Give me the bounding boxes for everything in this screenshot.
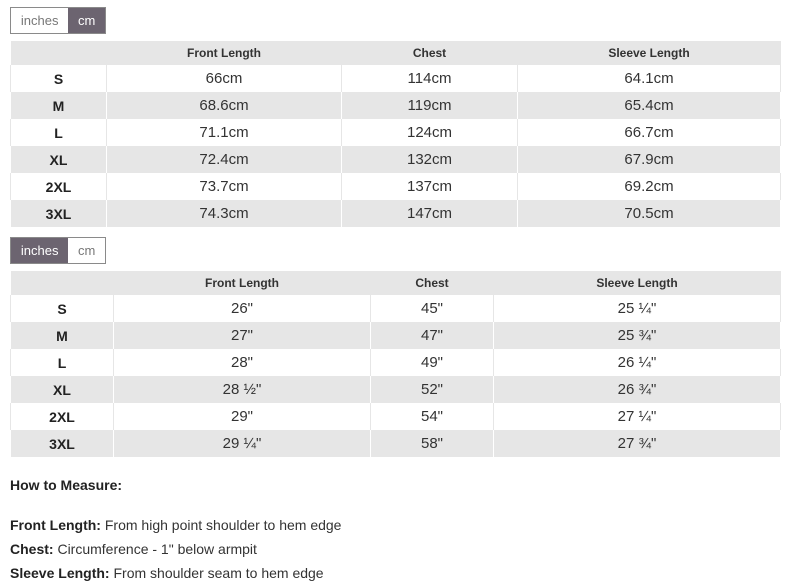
table-row xyxy=(11,376,781,403)
size-label-cell: 2XL xyxy=(11,173,107,200)
measurement-cell: 45" xyxy=(371,295,494,322)
measurement-cell: 25 ¼" xyxy=(494,295,781,322)
unit-toggle-top xyxy=(10,7,106,34)
size-label-cell: M xyxy=(11,322,114,349)
column-header-sleeve-length: Sleeve Length xyxy=(494,271,781,295)
measurement-cell: 68.6cm xyxy=(107,92,342,119)
table-row xyxy=(11,403,781,430)
measurement-cell: 147cm xyxy=(342,200,518,227)
measurement-cell: 27 ¾" xyxy=(494,430,781,457)
measurement-cell: 119cm xyxy=(342,92,518,119)
table-row xyxy=(11,119,781,146)
measurement-cell: 28" xyxy=(114,349,371,376)
measurement-cell: 74.3cm xyxy=(107,200,342,227)
column-header-front-length: Front Length xyxy=(114,271,371,295)
table-header-row xyxy=(11,271,781,295)
column-header-size xyxy=(11,271,114,295)
column-header-chest: Chest xyxy=(342,41,518,65)
measurement-cell: 137cm xyxy=(342,173,518,200)
measurement-cell: 64.1cm xyxy=(518,65,781,92)
size-chart-cm-table xyxy=(10,41,781,227)
measurement-cell: 29 ¼" xyxy=(114,430,371,457)
table-row xyxy=(11,322,781,349)
front-length-instruction xyxy=(10,517,341,533)
measurement-cell: 72.4cm xyxy=(107,146,342,173)
table-row xyxy=(11,349,781,376)
measurement-cell: 26 ¼" xyxy=(494,349,781,376)
unit-toggle-bottom xyxy=(10,237,106,264)
table-row xyxy=(11,65,781,92)
chest-instruction xyxy=(10,541,257,557)
measurement-cell: 26" xyxy=(114,295,371,322)
front-length-text: From high point shoulder to hem edge xyxy=(100,517,342,533)
measurement-cell: 70.5cm xyxy=(518,200,781,227)
table-row xyxy=(11,430,781,457)
size-label-cell: XL xyxy=(11,376,114,403)
measurement-cell: 54" xyxy=(371,403,494,430)
measurement-cell: 66.7cm xyxy=(518,119,781,146)
measurement-cell: 73.7cm xyxy=(107,173,342,200)
sleeve-length-text: From shoulder seam to hem edge xyxy=(109,565,324,581)
column-header-chest: Chest xyxy=(371,271,494,295)
measurement-cell: 49" xyxy=(371,349,494,376)
measurement-cell: 132cm xyxy=(342,146,518,173)
inches-toggle-button[interactable]: inches xyxy=(11,238,68,263)
size-label-cell: 2XL xyxy=(11,403,114,430)
column-header-sleeve-length: Sleeve Length xyxy=(518,41,781,65)
measurement-cell: 69.2cm xyxy=(518,173,781,200)
measurement-cell: 47" xyxy=(371,322,494,349)
sleeve-length-label: Sleeve Length: xyxy=(10,565,110,581)
table-row xyxy=(11,200,781,227)
measurement-cell: 28 ½" xyxy=(114,376,371,403)
measurement-cell: 52" xyxy=(371,376,494,403)
size-label-cell: XL xyxy=(11,146,107,173)
sleeve-length-instruction xyxy=(10,565,324,581)
size-chart-inches-table xyxy=(10,271,781,457)
measurement-cell: 58" xyxy=(371,430,494,457)
front-length-label: Front Length: xyxy=(10,517,101,533)
size-label-cell: M xyxy=(11,92,107,119)
size-label-cell: S xyxy=(11,295,114,322)
chest-text: Circumference - 1" below armpit xyxy=(53,541,257,557)
size-label-cell: S xyxy=(11,65,107,92)
measurement-cell: 114cm xyxy=(342,65,518,92)
measurement-cell: 124cm xyxy=(342,119,518,146)
size-label-cell: 3XL xyxy=(11,200,107,227)
cm-toggle-button[interactable]: cm xyxy=(68,8,105,33)
size-label-cell: L xyxy=(11,119,107,146)
column-header-size xyxy=(11,41,107,65)
measurement-cell: 26 ¾" xyxy=(494,376,781,403)
measurement-cell: 29" xyxy=(114,403,371,430)
how-to-measure-title: How to Measure: xyxy=(10,477,123,493)
measurement-cell: 25 ¾" xyxy=(494,322,781,349)
measurement-cell: 65.4cm xyxy=(518,92,781,119)
measurement-cell: 66cm xyxy=(107,65,342,92)
table-row xyxy=(11,146,781,173)
size-label-cell: L xyxy=(11,349,114,376)
column-header-front-length: Front Length xyxy=(107,41,342,65)
inches-toggle-button[interactable]: inches xyxy=(11,8,68,33)
cm-toggle-button[interactable]: cm xyxy=(68,238,105,263)
table-row xyxy=(11,295,781,322)
measurement-cell: 71.1cm xyxy=(107,119,342,146)
size-label-cell: 3XL xyxy=(11,430,114,457)
table-row xyxy=(11,92,781,119)
chest-label: Chest: xyxy=(10,541,54,557)
measurement-cell: 27" xyxy=(114,322,371,349)
table-row xyxy=(11,173,781,200)
measurement-cell: 67.9cm xyxy=(518,146,781,173)
table-header-row xyxy=(11,41,781,65)
measurement-cell: 27 ¼" xyxy=(494,403,781,430)
